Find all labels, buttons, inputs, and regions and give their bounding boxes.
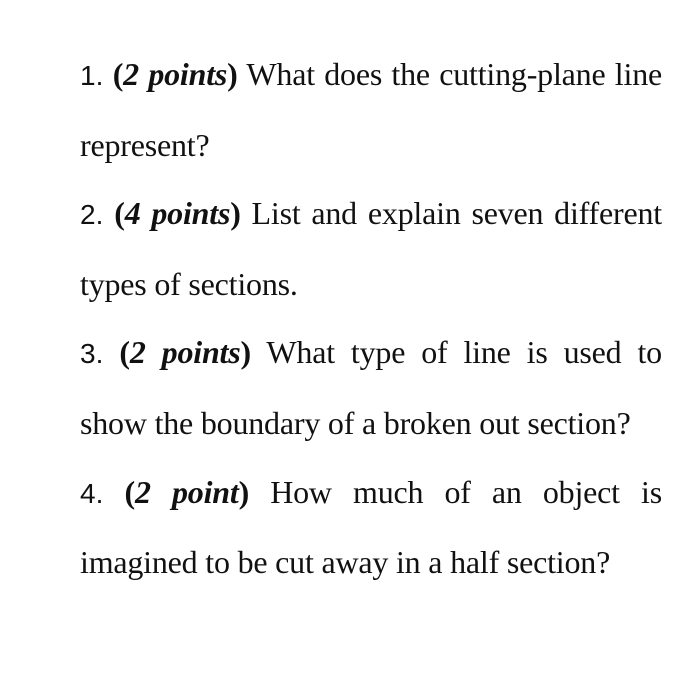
question-4 (80, 458, 662, 597)
points-label: point (171, 473, 239, 510)
question-1 (80, 40, 662, 179)
question-number: 3. (80, 338, 104, 370)
question-text: How much of an object is imagined to be cut away in a half section? (80, 473, 662, 581)
question-text: What type of line is used to show the boundary of a broken out section? (80, 334, 662, 441)
question-list (80, 40, 662, 597)
points-label: points (151, 195, 231, 232)
points-label: points (148, 56, 228, 92)
question-points: (2 points) (112, 56, 238, 92)
points-value: 2 (135, 473, 151, 510)
points-value: 2 (129, 334, 146, 371)
question-number: 4. (80, 477, 104, 509)
question-3 (80, 318, 662, 457)
points-label: points (161, 334, 241, 371)
question-points: (4 points) (114, 195, 241, 232)
question-number: 2. (80, 199, 104, 231)
question-points: (2 points) (119, 334, 251, 371)
points-value: 4 (124, 195, 141, 232)
question-number: 1. (80, 60, 104, 91)
question-text: List and explain seven different types of sections. (80, 195, 662, 302)
question-2 (80, 179, 662, 318)
question-text: What does the cutting-plane line represent? (80, 56, 662, 163)
points-value: 2 (123, 56, 139, 92)
question-points: (2 point) (124, 473, 250, 510)
